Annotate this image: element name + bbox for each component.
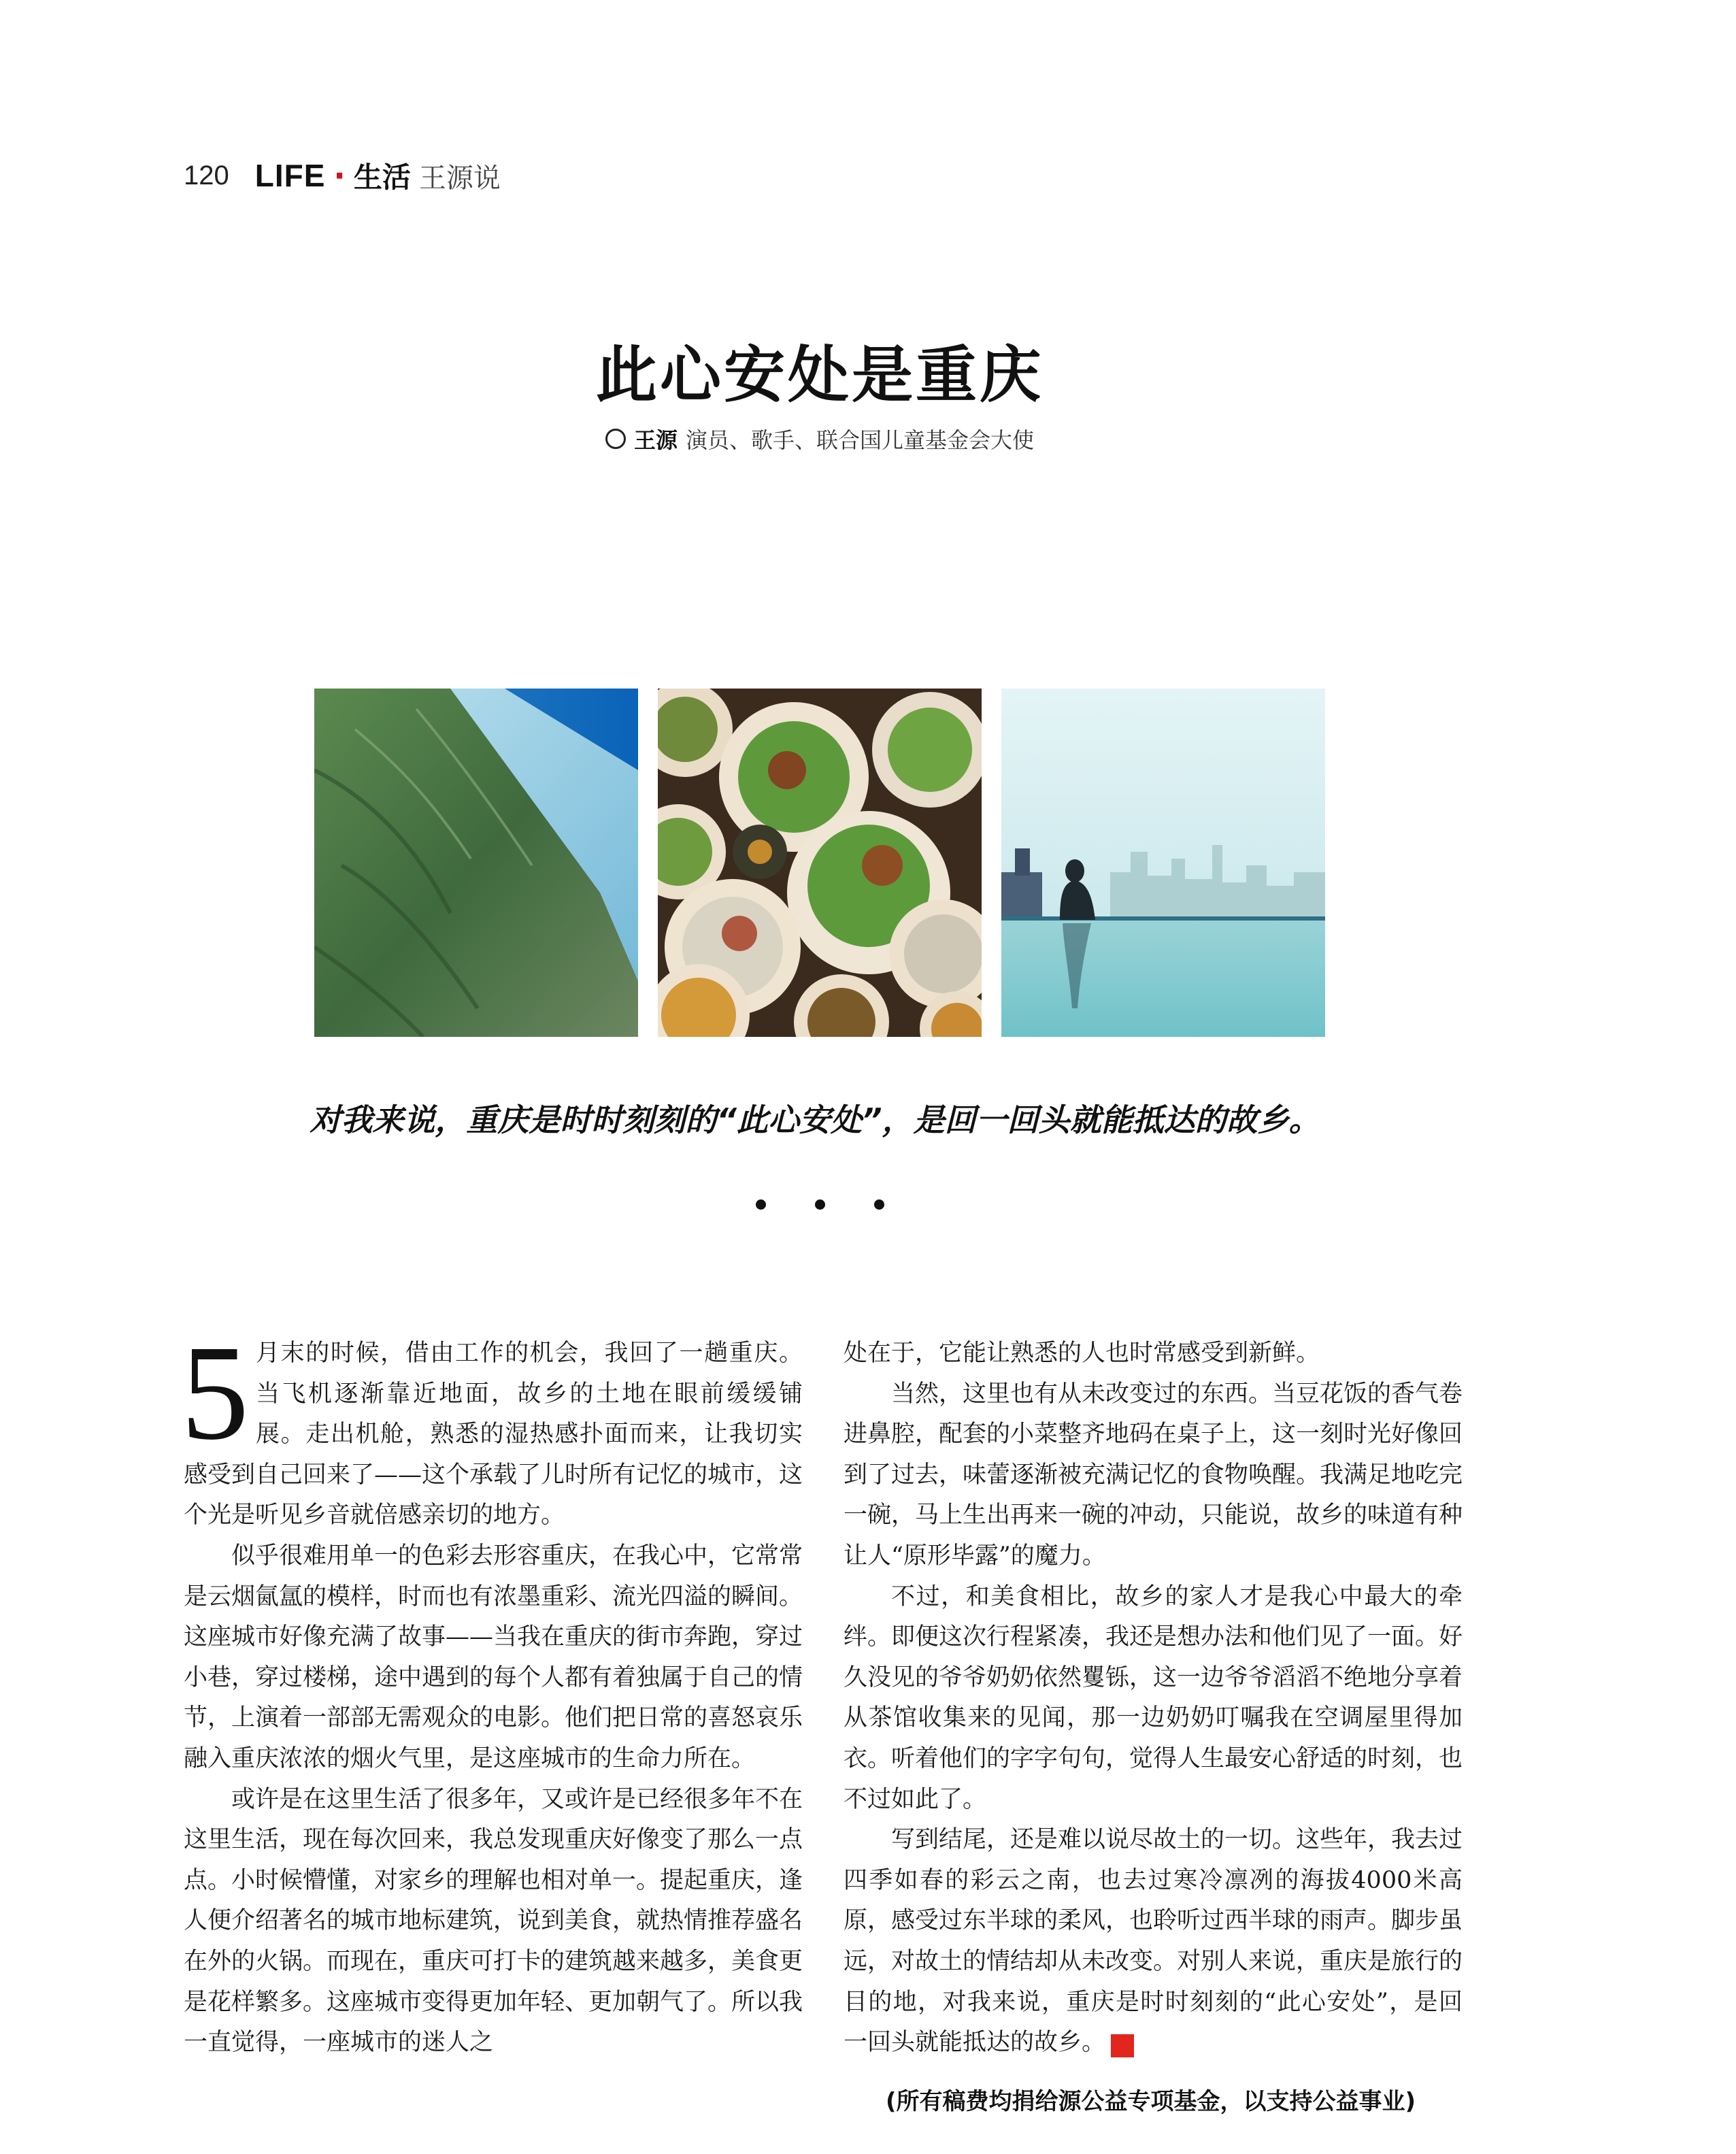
article-title: 此心安处是重庆	[596, 339, 1044, 411]
byline	[0, 423, 1639, 454]
page-number: 120	[184, 160, 229, 190]
ornament-dot	[815, 1199, 825, 1210]
body-paragraph: 似乎很难用单一的色彩去形容重庆，在我心中，它常常是云烟氤氲的模样，时而也有浓墨重彩、流光四溢的瞬间。这座城市好像充满了故事——当我在重庆的街市奔跑，穿过小巷，穿过楼梯，途中遇到的每个人都有着独属于自己的情节，上演着一部部无需观众的电影。他们把日常的喜怒哀乐融入重庆浓浓的烟火气里，是这座城市的生命力所在。	[184, 1542, 803, 1772]
body-paragraph: 处在于，它能让熟悉的人也时常感受到新鲜。	[844, 1340, 1320, 1367]
section-label-en: LIFE	[254, 158, 326, 193]
body-paragraph: 当然，这里也有从未改变过的东西。当豆花饭的香气卷进鼻腔，配套的小菜整齐地码在桌子上，这一刻时光好像回到了过去，味蕾逐渐被充满记忆的食物唤醒。我满足地吃完一碗，马上生出再来一碗的冲动，只能说，故乡的味道有种让人“原形毕露”的魔力。	[844, 1380, 1463, 1570]
body-paragraph	[181, 1318, 803, 1536]
pull-quote: 对我来说，重庆是时时刻刻的“此心安处”，是回一回头就能抵达的故乡。	[310, 1101, 1320, 1138]
body-paragraph: 不过，和美食相比，故乡的家人才是我心中最大的牵绊。即便这次行程紧凑，我还是想办法和他们见了一面。好久没见的爷爷奶奶依然矍铄，这一边爷爷滔滔不绝地分享着从茶馆收集来的见闻，那一边奶奶叮嘱我在空调屋里得加衣。听着他们的字字句句，觉得人生最安心舒适的时刻，也不过如此了。	[844, 1583, 1463, 1813]
ornament-dots	[0, 1177, 1639, 1231]
body-column-left	[181, 1318, 803, 2064]
drop-cap: 5	[181, 1318, 249, 1468]
page-header	[184, 155, 501, 196]
body-paragraph: 或许是在这里生活了很多年，又或许是已经很多年不在这里生活，现在每次回来，我总发现重庆好像变了那么一点点。小时候懵懂，对家乡的理解也相对单一。提起重庆，逢人便介绍著名的城市地标建筑，说到美食，就热情推荐盛名在外的火锅。而现在，重庆可打卡的建筑越来越多，美食更是花样繁多。这座城市变得更加年轻、更加朝气了。所以我一直觉得，一座城市的迷人之	[184, 1785, 803, 2057]
donation-note: (所有稿费均捐给源公益专项基金，以支持公益事业)	[886, 2088, 1416, 2115]
byline-role: 演员、歌手、联合国儿童基金会大使	[686, 427, 1035, 453]
end-mark-icon: G	[1111, 2034, 1134, 2057]
paragraph-text: 月末的时候，借由工作的机会，我回了一趟重庆。当飞机逐渐靠近地面，故乡的土地在眼前缓缓铺展。走出机舱，熟悉的湿热感扑面而来，让我切实感受到自己回来了——这个承载了儿时所有记忆的城市，这个光是听见乡音就倍感亲切的地方。	[184, 1340, 803, 1529]
column-name: 王源说	[418, 162, 501, 194]
ornament-dot	[874, 1199, 884, 1210]
body-paragraph	[844, 1820, 1463, 2064]
body-column-right	[844, 1333, 1463, 2064]
photo-infinity-pool-skyline	[1001, 689, 1325, 1037]
ornament-dot	[756, 1199, 766, 1210]
byline-circle-icon	[605, 429, 626, 449]
photo-aerial-mountains	[314, 689, 638, 1037]
paragraph-text: 写到结尾，还是难以说尽故土的一切。这些年，我去过四季如春的彩云之南，也去过寒冷凛冽的海拔4000米高原，感受过东半球的柔风，也聆听过西半球的雨声。脚步虽远，对故土的情结却从未改变。对别人来说，重庆是旅行的目的地，对我来说，重庆是时时刻刻的“此心安处”，是回一回头就能抵达的故乡。	[844, 1826, 1463, 2057]
section-label-cn: 生活	[353, 161, 411, 194]
section-separator: ·	[333, 157, 346, 194]
photo-chongqing-dishes	[658, 689, 982, 1037]
byline-author: 王源	[633, 427, 678, 453]
